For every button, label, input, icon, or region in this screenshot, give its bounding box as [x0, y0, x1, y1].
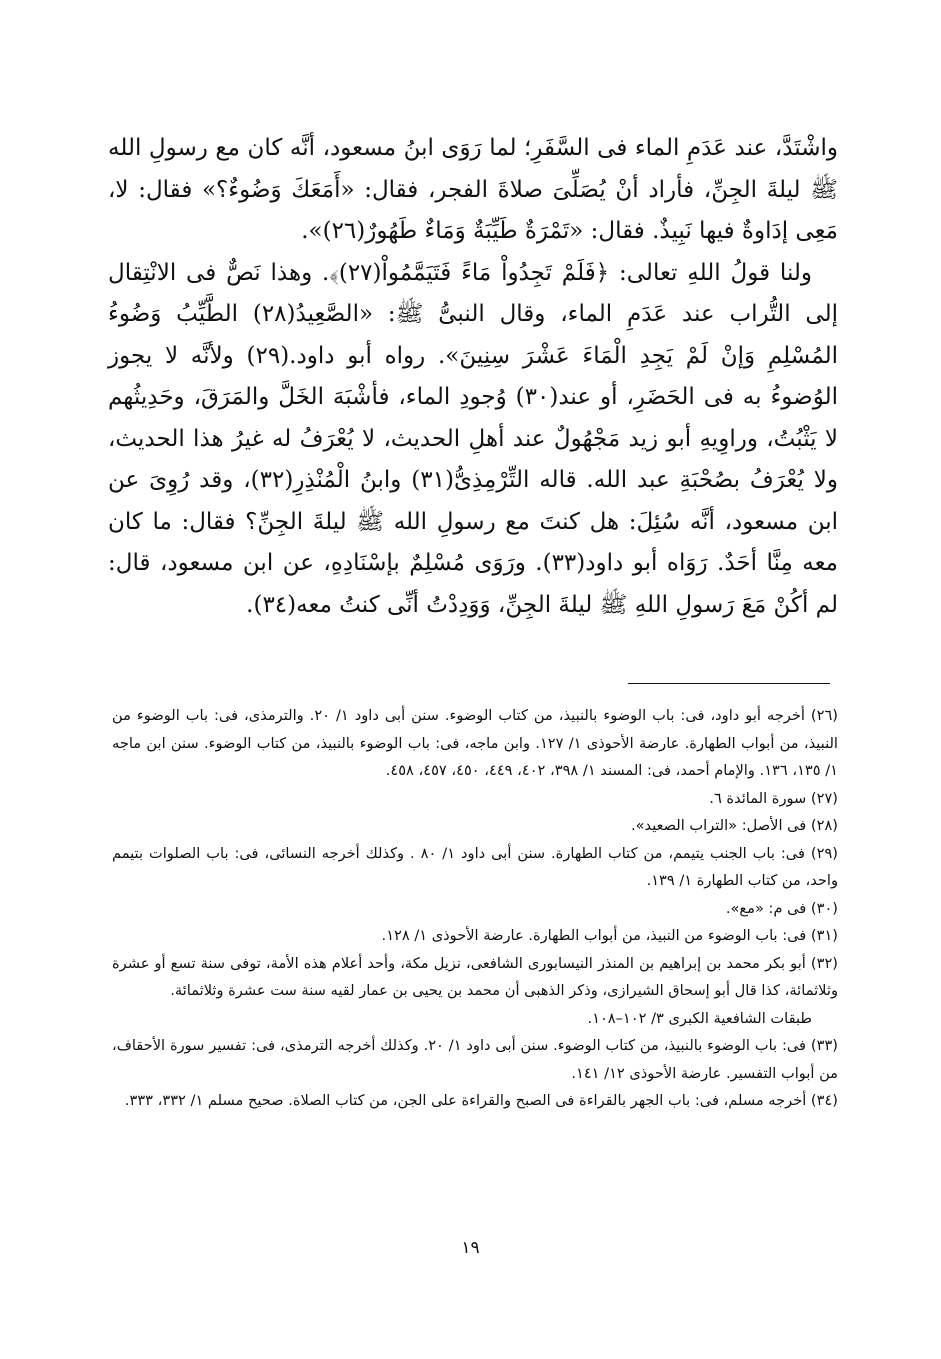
footnote-29: (٢٩) فى: باب الجنب يتيمم، من كتاب الطهارة. سنن أبى داود ١/ ٨٠ . وكذلك أخرجه النسائى، فى: باب الصلوات بتيمم واحد، من كتاب الطهارة ١/ ١٣٩. — [112, 844, 838, 889]
footnote-26: (٢٦) أخرجه أبو داود، فى: باب الوضوء بالنبيذ، من كتاب الوضوء. سنن أبى داود ١/ ٢٠. والترمذى، فى: باب الوضوء من النبيذ، من أبواب الطهارة. عارضة الأحوذى ١/ ١٢٧. وابن ماجه، فى: باب الوضوء بالنبيذ، من كتاب الوضوء. سنن ابن ماجه ١/ ١٣٥، ١٣٦. والإمام أحمد، فى: المسند ١/ ٣٩٨، ٤٠٢، ٤٤٩، ٤٥٠، ٤٥٧، ٤٥٨. — [112, 707, 838, 779]
footnote-34: (٣٤) أخرجه مسلم، فى: باب الجهر بالقراءة فى الصبح والقراءة على الجن، من كتاب الصلاة. صحيح مسلم ١/ ٣٣٢، ٣٣٣. — [124, 1092, 838, 1109]
paragraph: ولنا قولُ اللهِ تعالى: ﴿فَلَمْ تَجِدُواْ مَاءً فَتَيَمَّمُواْ(٢٧)﴾. وهذا نَصٌّ فى الانْتِقال إلى التُّراب عند عَدَمِ الماء، وقال النبىُّ ﷺ: «الصَّعِيدُ(٢٨) الطَّيِّبُ وَضُوءُ المُسْلِمِ وَإنْ لَمْ يَجِدِ الْمَاءَ عَشْرَ سِنِينَ». رواه أبو داود.(٢٩) ولأنَّه لا يجوز الوُضوءُ به فى الحَضَرِ، أو عند(٣٠) وُجودِ الماء، فأشْبَهَ الخَلَّ والمَرَقَ، وحَدِيثُهم لا يَثْبُتُ، وراوِيهِ أبو زيد مَجْهُولٌ عند أهلِ الحديث، لا يُعْرَفُ له غيرُ هذا الحديث، ولا يُعْرَفُ بصُحْبَةِ عبد الله. قاله التِّرْمِذِىُّ(٣١) وابنُ الْمُنْذِرِ(٣٢)، وقد رُوِىَ عن ابن مسعود، أنَّه سُئِلَ: هل كنتَ مع رسولِ الله ﷺ ليلةَ الجِنِّ؟ فقال: ما كان معه مِنَّا أحَدٌ. رَوَاه أبو داود(٣٣). ورَوَى مُسْلِمٌ بإسْنَادِهِ، عن ابن مسعود، قال: لم أكُنْ مَعَ رَسولِ اللهِ ﷺ ليلةَ الجِنِّ، وَوَدِدْتُ أنِّى كنتُ معه(٣٤). — [108, 259, 839, 618]
footnote-27: (٢٧) سورة المائدة ٦. — [709, 789, 838, 807]
main-text — [108, 128, 838, 626]
footnotes — [112, 702, 838, 1115]
footnote-33: (٣٣) فى: باب الوضوء بالنبيذ، من كتاب الوضوء. سنن أبى داود ١/ ٢٠. وكذلك أخرجه الترمذى، فى: تفسير سورة الأحقاف، من أبواب التفسير. عارضة الأحوذى ١٢/ ١٤١. — [112, 1037, 838, 1082]
footnote-32-source: طبقات الشافعية الكبرى ٣/ ١٠٢–١٠٨. — [587, 1009, 812, 1027]
footnote-32: (٣٢) أبو بكر محمد بن إبراهيم بن المنذر النيسابورى الشافعى، نزيل مكة، وأحد أعلام هذه الأمة، توفى سنة تسع أو عشرة وثلاثمائة، كذا قال أبو إسحاق الشيرازى، وذكر الذهبى أن محمد بن يحيى بن عمار لقيه سنة ست عشرة وثلاثمائة. — [112, 954, 838, 999]
footnote-31: (٣١) فى: باب الوضوء من النبيذ، من أبواب الطهارة. عارضة الأحوذى ١/ ١٢٨. — [381, 927, 838, 944]
paragraph: واشْتَدَّ، عند عَدَمِ الماء فى السَّفَرِ؛ لما رَوَى ابنُ مسعود، أنَّه كان مع رسولِ الله ﷺ ليلةَ الجِنِّ، فأراد أنْ يُصَلِّىَ صلاةَ الفجر، فقال: «أَمَعَكَ وَضُوءٌ؟» فقال: لا، مَعِى إدَاوةٌ فيها نَبِيذٌ. فقال: «تَمْرَةٌ طَيِّبَةٌ وَمَاءٌ طَهُورٌ(٢٦)». — [108, 135, 838, 244]
page-number: ١٩ — [461, 1238, 480, 1258]
footnote-30: (٣٠) فى م: «مع». — [725, 899, 838, 917]
footnote-divider — [628, 683, 830, 684]
footnote-28: (٢٨) فى الأصل: «التراب الصعيد». — [630, 817, 838, 834]
